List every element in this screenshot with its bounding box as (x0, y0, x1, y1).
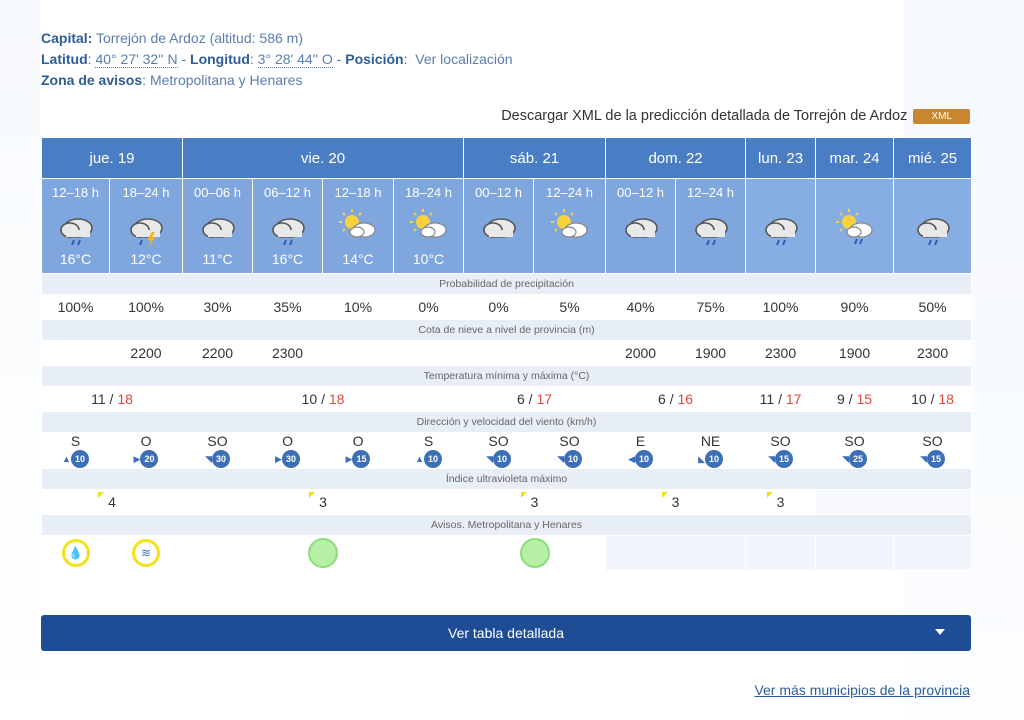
xml-badge[interactable]: XML (913, 109, 970, 124)
wind-direction: O (352, 433, 364, 449)
chevron-down-icon (935, 629, 945, 635)
temperature-min-max: 10 / 18 (183, 387, 464, 412)
period-label: 00–06 h (194, 185, 242, 200)
precipitation-value: 75% (676, 295, 746, 320)
forecast-period-cell (394, 179, 464, 274)
period-label: 18–24 h (122, 185, 170, 200)
more-municipalities-link[interactable]: Ver más municipios de la provincia (754, 682, 970, 698)
day-header: dom. 22 (606, 138, 746, 179)
period-label: 00–12 h (617, 185, 665, 200)
cloud-icon (464, 203, 533, 251)
period-label: 18–24 h (405, 185, 453, 200)
storm-cloud-icon (110, 203, 182, 251)
xml-download-text[interactable]: Descargar XML de la predicción detallada de Torrejón de Ardoz (501, 108, 908, 124)
capital-value: Torrejón de Ardoz (altitud: 586 m) (95, 30, 303, 46)
period-temperature: 16°C (271, 251, 304, 267)
temp-max: 18 (117, 391, 133, 407)
period-temperature: 10°C (412, 251, 445, 267)
snow-level-value (464, 341, 534, 366)
capital-label: Capital: (41, 30, 93, 46)
forecast-period-cell (323, 179, 394, 274)
forecast-period-cell (606, 179, 676, 274)
view-detailed-table-button[interactable] (41, 615, 971, 651)
uv-cell (42, 490, 183, 515)
wind-direction: SO (207, 433, 228, 449)
temp-max: 16 (677, 391, 694, 407)
snow-level-value: 2300 (894, 341, 972, 366)
forecast-period-cell (110, 179, 183, 274)
warning-cell (606, 536, 746, 571)
temperature-min-max: 6 / 17 (464, 387, 606, 412)
forecast-period-cell (746, 179, 816, 274)
forecast-periods-row (42, 179, 972, 274)
section-wind: Dirección y velocidad del viento (km/h) (42, 412, 972, 433)
temp-max: 18 (938, 391, 954, 407)
precipitation-value: 35% (253, 295, 323, 320)
day-header: mar. 24 (816, 138, 894, 179)
latitude-label: Latitud (41, 51, 88, 67)
snow-level-value: 1900 (676, 341, 746, 366)
temperature-min-max: 6 / 16 (606, 387, 746, 412)
warning-zone-value: Metropolitana y Henares (149, 72, 303, 88)
snow-level-value: 2300 (746, 341, 816, 366)
wind-direction: S (70, 433, 81, 449)
period-temperature: 12°C (130, 251, 162, 267)
snow-level-value: 2200 (183, 341, 253, 366)
warning-zone-label: Zona de avisos (41, 72, 143, 88)
precipitation-value: 30% (183, 295, 253, 320)
snow-level-value: 2000 (606, 341, 676, 366)
section-precipitation: Probabilidad de precipitación (42, 274, 972, 295)
wind-arrow-icon: ◥ (557, 454, 564, 464)
sun-cloud-icon (323, 203, 393, 251)
wind-cell (323, 433, 394, 469)
wind-arrow-icon: ▲ (415, 454, 424, 464)
snow-level-value: 2300 (253, 341, 323, 366)
wind-cell (183, 433, 253, 469)
wind-cell (816, 433, 894, 469)
warning-cell (894, 536, 972, 571)
rain-cloud-icon (746, 203, 815, 251)
precipitation-value: 40% (606, 295, 676, 320)
temp-max: 15 (856, 391, 873, 407)
wind-direction: NE (700, 433, 721, 449)
wind-arrow-icon: ◥ (205, 454, 212, 464)
wind-arrow-icon: ▶ (345, 454, 353, 464)
wind-cell (110, 433, 183, 469)
wind-arrow-icon: ▶ (275, 454, 282, 464)
wind-cell (394, 433, 464, 469)
wind-speed: 10 (71, 450, 89, 468)
wind-direction: SO (488, 433, 509, 449)
wind-arrow-icon: ◥ (768, 454, 775, 464)
warnings-row (42, 536, 972, 571)
warning-cell (816, 536, 894, 571)
wind-warning-icon[interactable]: ≋ (132, 539, 160, 567)
wind-direction: O (282, 433, 293, 449)
wind-row (42, 433, 972, 469)
period-label: 12–24 h (546, 185, 594, 200)
wind-speed: 10 (635, 450, 653, 468)
precipitation-value: 100% (42, 295, 110, 320)
section-warnings: Avisos. Metropolitana y Henares (42, 515, 972, 536)
temp-max: 18 (328, 391, 345, 407)
precipitation-value: 50% (894, 295, 972, 320)
precipitation-value: 100% (110, 295, 183, 320)
uv-cell (183, 490, 464, 515)
rain-warning-icon[interactable]: 💧 (62, 539, 90, 567)
wind-direction: SO (844, 433, 865, 449)
rain-cloud-icon (894, 203, 971, 251)
temp-min: 6 (658, 391, 666, 407)
wind-cell (894, 433, 972, 469)
uv-value: 3 (319, 494, 327, 510)
precipitation-value: 100% (746, 295, 816, 320)
wind-arrow-icon: ◥ (842, 454, 849, 464)
wind-direction: E (635, 433, 646, 449)
wind-direction: S (423, 433, 434, 449)
period-label: 06–12 h (264, 185, 312, 200)
uv-value: 3 (776, 494, 785, 510)
day-header: lun. 23 (746, 138, 816, 179)
temp-min: 9 (837, 391, 845, 407)
no-warning-icon (520, 538, 550, 568)
wind-cell (606, 433, 676, 469)
xml-download[interactable] (501, 108, 970, 124)
wind-cell (253, 433, 323, 469)
precipitation-row (42, 295, 972, 320)
section-uv: Índice ultravioleta máximo (42, 469, 972, 490)
sun-cloud-icon (394, 203, 463, 251)
wind-speed: 30 (212, 450, 230, 468)
wind-cell (746, 433, 816, 469)
warning-cell (746, 536, 816, 571)
wind-arrow-icon: ▶ (133, 454, 141, 464)
section-temperature: Temperatura mínima y máxima (°C) (42, 366, 972, 387)
wind-speed: 10 (424, 450, 442, 468)
sun-rain-cloud-icon (816, 203, 893, 251)
wind-speed: 10 (493, 450, 511, 468)
snow-level-value (42, 341, 110, 366)
wind-cell (676, 433, 746, 469)
uv-cell (606, 490, 746, 515)
wind-direction: SO (559, 433, 580, 449)
temperature-min-max: 11 / 17 (746, 387, 816, 412)
snow-level-value (323, 341, 394, 366)
period-label: 12–18 h (52, 185, 99, 200)
section-snow: Cota de nieve a nivel de provincia (m) (42, 320, 972, 341)
uv-cell (746, 490, 816, 515)
period-temperature: 14°C (342, 251, 374, 267)
forecast-period-cell (253, 179, 323, 274)
wind-speed: 15 (775, 450, 793, 468)
precipitation-value: 90% (816, 295, 894, 320)
wind-cell (42, 433, 110, 469)
wind-speed: 25 (849, 450, 867, 468)
view-detailed-table-label: Ver tabla detallada (448, 625, 564, 641)
view-location-link[interactable]: Ver localización (415, 51, 513, 67)
cloud-icon (183, 203, 252, 251)
precipitation-value: 5% (534, 295, 606, 320)
warning-cell (464, 536, 606, 571)
period-temperature: 16°C (59, 251, 92, 267)
warning-cell (42, 536, 110, 571)
wind-arrow-icon: ◣ (698, 454, 705, 464)
wind-arrow-icon: ◥ (486, 454, 493, 464)
day-header: vie. 20 (183, 138, 464, 179)
temp-min: 6 (517, 391, 525, 407)
wind-cell (534, 433, 606, 469)
uv-value: 3 (671, 494, 680, 510)
wind-cell (464, 433, 534, 469)
forecast-period-cell (676, 179, 746, 274)
day-header: sáb. 21 (464, 138, 606, 179)
wind-direction: O (140, 433, 152, 449)
day-header: mié. 25 (894, 138, 972, 179)
wind-arrow-icon: ◀ (628, 454, 635, 464)
sun-cloud-icon (534, 203, 605, 251)
period-label: 00–12 h (475, 185, 523, 200)
rain-cloud-icon (42, 203, 109, 251)
forecast-period-cell (894, 179, 972, 274)
snow-level-value: 1900 (816, 341, 894, 366)
temp-min: 11 (91, 391, 106, 407)
rain-cloud-icon (253, 203, 322, 251)
snow-level-value (534, 341, 606, 366)
wind-speed: 20 (140, 450, 158, 468)
wind-speed: 15 (927, 450, 945, 468)
temperature-min-max: 11 / 18 (42, 387, 183, 412)
period-label: 12–24 h (687, 185, 735, 200)
wind-speed: 30 (282, 450, 300, 468)
wind-speed: 15 (352, 450, 370, 468)
wind-speed: 10 (705, 450, 723, 468)
wind-speed: 10 (564, 450, 582, 468)
cloud-icon (606, 203, 675, 251)
uv-cell (816, 490, 894, 515)
snow-level-value: 2200 (110, 341, 183, 366)
wind-arrow-icon: ◥ (920, 454, 927, 464)
background-decoration-left (0, 0, 40, 720)
temp-min: 11 (759, 391, 775, 407)
forecast-period-cell (464, 179, 534, 274)
day-header: jue. 19 (42, 138, 183, 179)
uv-cell (464, 490, 606, 515)
uv-cell (894, 490, 972, 515)
forecast-period-cell (816, 179, 894, 274)
no-warning-icon (308, 538, 338, 568)
uv-value: 3 (530, 494, 539, 510)
warning-cell (183, 536, 464, 571)
temperature-min-max: 10 / 18 (894, 387, 972, 412)
forecast-period-cell (42, 179, 110, 274)
temperature-min-max: 9 / 15 (816, 387, 894, 412)
wind-direction: SO (922, 433, 943, 449)
period-label: 12–18 h (334, 185, 382, 200)
longitude-value: 3° 28' 44'' O (257, 51, 333, 67)
precipitation-value: 0% (394, 295, 464, 320)
location-info: Capital: Torrejón de Ardoz (altitud: 586 m) Latitud: 40° 27' 32'' N - Longitud: 3° 28' 44'' O - Posición: Ver localización Zona de avisos: Metropolitana y Henares (41, 30, 513, 88)
uv-row (42, 490, 972, 515)
precipitation-value: 0% (464, 295, 534, 320)
temp-max: 17 (785, 391, 802, 407)
forecast-period-cell (183, 179, 253, 274)
temp-min: 10 (301, 391, 318, 407)
forecast-period-cell (534, 179, 606, 274)
snow-row (42, 341, 972, 366)
position-label: Posición (345, 51, 404, 67)
precipitation-value: 10% (323, 295, 394, 320)
period-temperature: 11°C (202, 251, 233, 267)
temp-max: 17 (536, 391, 553, 407)
rain-cloud-icon (676, 203, 745, 251)
warning-cell (110, 536, 183, 571)
latitude-value: 40° 27' 32'' N (95, 51, 178, 67)
wind-direction: SO (770, 433, 791, 449)
longitude-label: Longitud (190, 51, 250, 67)
wind-arrow-icon: ▲ (62, 454, 71, 464)
temp-min: 10 (911, 391, 927, 407)
temperature-row (42, 387, 972, 412)
snow-level-value (394, 341, 464, 366)
forecast-table (41, 137, 972, 571)
uv-value: 4 (108, 494, 116, 510)
